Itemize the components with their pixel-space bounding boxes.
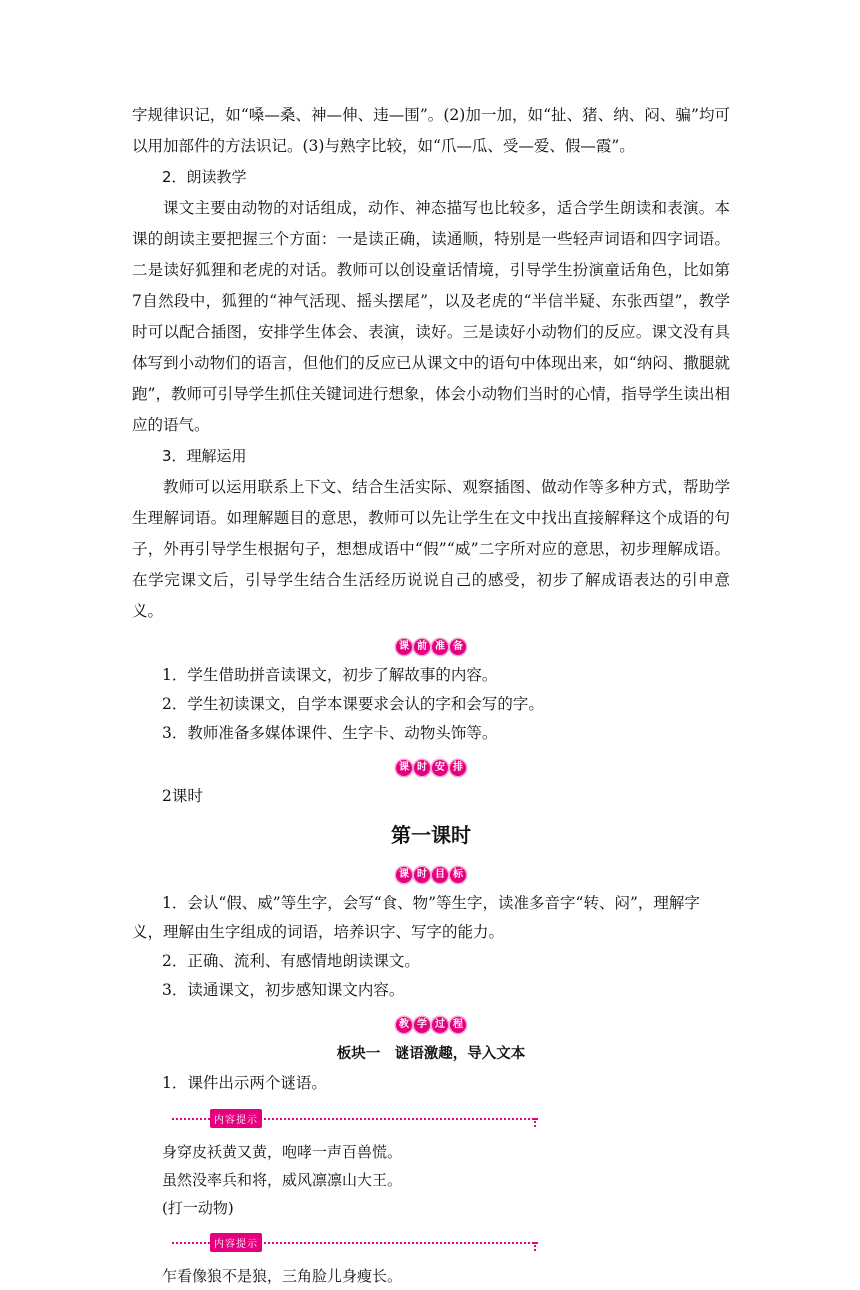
paragraph-reading-teaching: 课文主要由动物的对话组成，动作、神态描写也比较多，适合学生朗读和表演。本课的朗读主要把握三个方面：一是读正确，读通顺，特别是一些轻声词语和四字词语。二是读好狐狸和老虎的对话。教师可以创设童话情境，引导学生扮演童话角色，比如第7自然段中，狐狸的“神气活现、摇头摆尾”，以及老虎的“半信半疑、东张西望”，教学时可以配合插图，安排学生体会、表演，读好。三是读好小动物们的反应。课文没有具体写到小动物们的语言，但他们的反应已从课文中的语句中体现出来，如“纳闷、撒腿就跑”，教师可引导学生抓住关键词进行想象，体会小动物们当时的心情，指导学生读出相应的语气。 (132, 199, 730, 434)
prep-item: 2．学生初读课文，自学本课要求会认的字和会写的字。 (162, 695, 544, 713)
step-item: 1．课件出示两个谜语。 (162, 1074, 327, 1092)
content-tip-divider (132, 1232, 730, 1254)
heading-reading-teaching: 2．朗读教学 (162, 168, 247, 186)
badge-char: 准 (432, 639, 448, 655)
riddle-line: 身穿皮袄黄又黄，咆哮一声百兽慌。 (162, 1143, 403, 1161)
badge-char: 课 (396, 760, 412, 776)
goal-item: 3．读通课文，初步感知课文内容。 (162, 981, 405, 999)
badge-char: 学 (414, 1017, 430, 1033)
badge-char: 课 (396, 639, 412, 655)
riddle-line: 乍看像狼不是狼，三角脸儿身瘦长。 (162, 1267, 403, 1285)
riddle-line: 虽然没率兵和将，威风凛凛山大王。 (162, 1171, 403, 1189)
lesson-title: 第一课时 (391, 823, 471, 847)
heading-understanding: 3．理解运用 (162, 447, 247, 465)
prep-item: 1．学生借助拼音读课文，初步了解故事的内容。 (162, 666, 498, 684)
badge-char: 前 (414, 639, 430, 655)
badge-char: 程 (450, 1017, 466, 1033)
badge-char: 过 (432, 1017, 448, 1033)
badge-goals (132, 857, 730, 887)
content-tip-label: 内容提示 (210, 1233, 262, 1252)
badge-process (132, 1007, 730, 1037)
schedule-text: 2课时 (162, 787, 203, 805)
badge-char: 安 (432, 760, 448, 776)
badge-char: 课 (396, 867, 412, 883)
paragraph-literacy-methods: 字规律识记，如“嗓—桑、神—伸、违—围”。(2)加一加，如“扯、猪、纳、闷、骗”均可以用加部件的方法识记。(3)与熟字比较，如“爪—瓜、受—爱、假—霞”。 (132, 106, 730, 155)
content-tip-label: 内容提示 (210, 1109, 262, 1128)
content-tip-divider (132, 1108, 730, 1130)
goal-item: 1．会认“假、威”等生字，会写“食、物”等生字，读准多音字“转、闷”，理解字 (162, 894, 700, 912)
dotted-rule-end (534, 1242, 538, 1251)
paragraph-understanding: 教师可以运用联系上下文、结合生活实际、观察插图、做动作等多种方式，帮助学生理解词语。如理解题目的意思，教师可以先让学生在文中找出直接解释这个成语的句子，外再引导学生根据句子，想想成语中“假”“威”二字所对应的意思，初步理解成语。在学完课文后，引导学生结合生活经历说说自己的感受，初步了解成语表达的引申意义。 (132, 478, 730, 620)
badge-char: 排 (450, 760, 466, 776)
goal-item: 2．正确、流利、有感情地朗读课文。 (162, 952, 420, 970)
goal-item-continued: 义，理解由生字组成的词语，培养识字、写字的能力。 (132, 923, 505, 941)
prep-item: 3．教师准备多媒体课件、生字卡、动物头饰等。 (162, 724, 498, 742)
section-title: 板块一 谜语激趣，导入文本 (336, 1046, 526, 1062)
badge-char: 备 (450, 639, 466, 655)
badge-char: 教 (396, 1017, 412, 1033)
badge-char: 时 (414, 867, 430, 883)
badge-char: 时 (414, 760, 430, 776)
badge-schedule (132, 750, 730, 780)
badge-char: 目 (432, 867, 448, 883)
dotted-rule-end (534, 1118, 538, 1127)
badge-char: 标 (450, 867, 466, 883)
document-content (132, 100, 730, 1290)
badge-prep (132, 629, 730, 659)
riddle-answer-hint: (打一动物) (162, 1199, 234, 1217)
